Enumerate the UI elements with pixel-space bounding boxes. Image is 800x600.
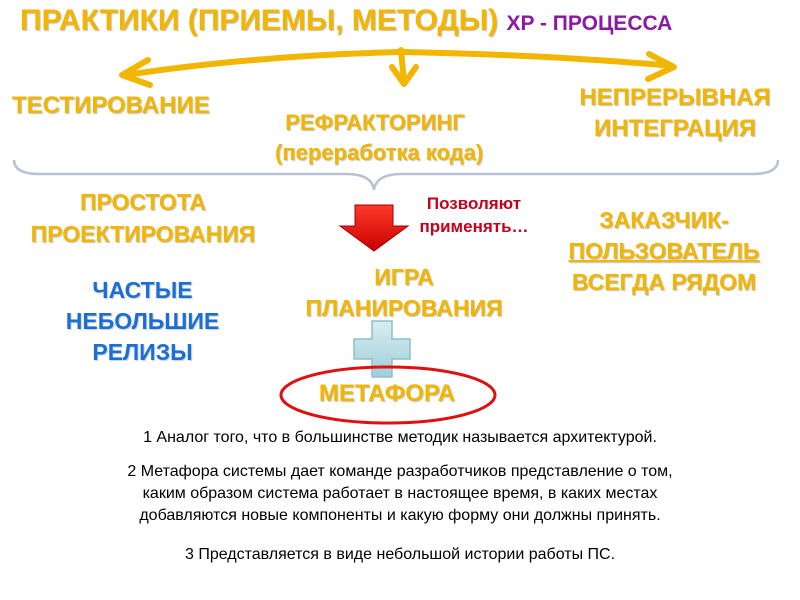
note-2-line1: 2 Метафора системы дает команде разработчиков представление о том, (127, 463, 673, 480)
note-2-line3: добавляются новые компоненты и какую форму они должны принять. (139, 507, 661, 524)
page-title (20, 4, 672, 38)
three-way-arrow-icon (122, 50, 674, 85)
practice-testing: ТЕСТИРОВАНИЕ (12, 92, 210, 119)
practice-metaphor: МЕТАФОРА (318, 380, 456, 407)
allow-caption-line1: Позволяют (426, 194, 522, 213)
practice-refactoring (275, 108, 484, 168)
note-2-line2: каким образом система работает в настоящее время, в каких местах (142, 485, 658, 502)
practice-planning-line1: ИГРА (374, 264, 434, 290)
title-suffix: XP - ПРОЦЕССА (506, 12, 673, 35)
allow-caption (404, 192, 544, 238)
arrow-right (402, 52, 672, 66)
practice-integration-line2: ИНТЕГРАЦИЯ (593, 115, 757, 142)
practice-integration (565, 82, 785, 144)
practice-releases-line3: РЕЛИЗЫ (92, 339, 193, 365)
practice-simplicity-line2: ПРОЕКТИРОВАНИЯ (30, 221, 256, 247)
practice-refactoring-line1: РЕФРАКТОРИНГ (285, 110, 465, 135)
practice-refactoring-line2: (переработка кода) (275, 140, 484, 165)
practice-planning-line2: ПЛАНИРОВАНИЯ (305, 295, 503, 321)
practice-customer (555, 205, 773, 298)
practice-customer-line1: ЗАКАЗЧИК- (599, 207, 729, 233)
arrow-left (126, 52, 400, 75)
practice-simplicity-line1: ПРОСТОТА (79, 189, 207, 215)
allow-caption-line2: применять… (419, 217, 529, 236)
note-2 (20, 461, 780, 527)
practice-simplicity (14, 186, 272, 250)
practice-releases-line1: ЧАСТЫЕ (92, 277, 193, 303)
practice-customer-line2: ПОЛЬЗОВАТЕЛЬ (568, 238, 760, 264)
practice-customer-line3: ВСЕГДА РЯДОМ (571, 269, 757, 295)
practice-planning (290, 262, 518, 324)
red-down-arrow-icon (340, 205, 408, 251)
note-1: 1 Аналог того, что в большинстве методик называется архитектурой. (143, 429, 657, 446)
practice-releases-line2: НЕБОЛЬШИЕ (65, 308, 220, 334)
title-main: ПРАКТИКИ (ПРИЕМЫ, МЕТОДЫ) (20, 4, 499, 37)
practice-integration-line1: НЕПРЕРЫВНАЯ (579, 84, 771, 111)
note-3: 3 Представляется в виде небольшой истории работы ПС. (184, 546, 616, 563)
practice-releases (55, 275, 230, 368)
